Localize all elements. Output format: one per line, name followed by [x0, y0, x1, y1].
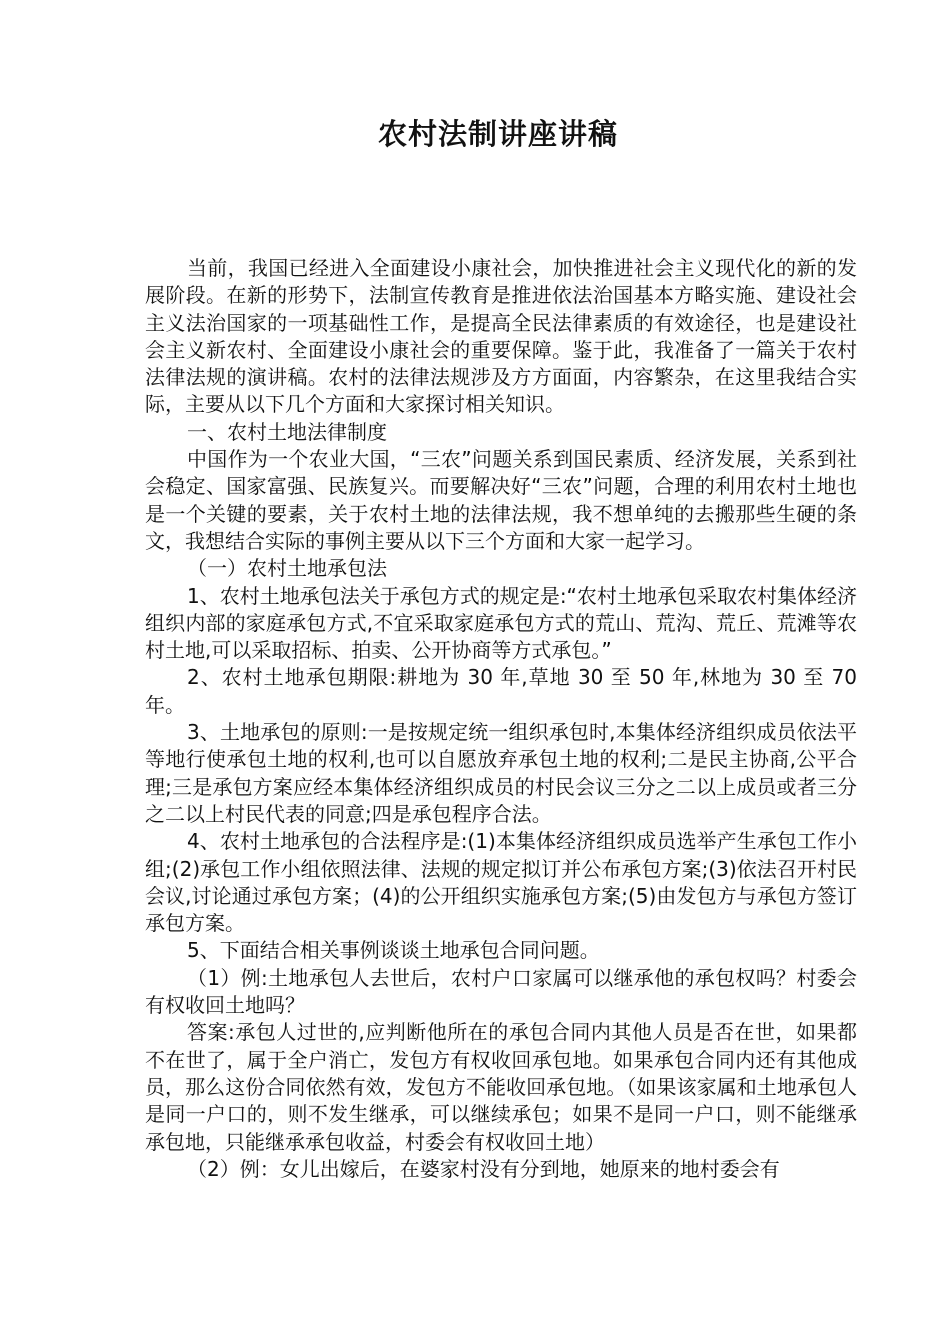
paragraph-example-2: （2）例：女儿出嫁后，在婆家村没有分到地，她原来的地村委会有 [187, 1156, 780, 1181]
paragraph-example-1: （1）例:土地承包人去世后，农村户口家属可以继承他的承包权吗？村委会有权收回土地吗？ [145, 965, 857, 1018]
paragraph-answer-1: 答案:承包人过世的,应判断他所在的承包合同内其他人员是否在世，如果都不在世了，属于全户消亡，发包方有权收回承包地。如果承包合同内还有其他成员，那么这份合同依然有效，发包方不能收回承包地。（如果该家属和土地承包人是同一户口的，则不发生继承，可以继续承包；如果不是同一户口，则不能继承承包地，只能继承承包收益，村委会有权收回土地） [145, 1020, 857, 1154]
paragraph-three-rural: 中国作为一个农业大国，“三农”问题关系到国民素质、经济发展，关系到社会稳定、国家富强、民族复兴。而要解决好“三农”问题，合理的利用农村土地也是一个关键的要素，关于农村土地的法律法规，我不想单纯的去搬那些生硬的条文，我想结合实际的事例主要从以下三个方面和大家一起学习。 [145, 447, 857, 553]
section-heading-land-law: 一、农村土地法律制度 [187, 419, 387, 444]
subsection-heading-contract-law: （一）农村土地承包法 [187, 556, 387, 581]
paragraph-item-3: 3、土地承包的原则:一是按规定统一组织承包时,本集体经济组织成员依法平等地行使承包土地的权利,也可以自愿放弃承包土地的权利;二是民主协商,公平合理;三是承包方案应经本集体经济组织成员的村民会议三分之二以上成员或者三分之二以上村民代表的同意;四是承包程序合法。 [145, 720, 857, 826]
paragraph-item-1: 1、农村土地承包法关于承包方式的规定是:“农村土地承包采取农村集体经济组织内部的家庭承包方式,不宜采取家庭承包方式的荒山、荒沟、荒丘、荒滩等农村土地,可以采取招标、拍卖、公开协商等方式承包。” [145, 583, 857, 663]
paragraph-item-4: 4、农村土地承包的合法程序是:(1)本集体经济组织成员选举产生承包工作小组;(2)承包工作小组依照法律、法规的规定拟订并公布承包方案;(3)依法召开村民会议,讨论通过承包方案；(4)的公开组织实施承包方案;(5)由发包方与承包方签订承包方案。 [145, 829, 857, 936]
paragraph-intro: 当前，我国已经进入全面建设小康社会，加快推进社会主义现代化的新的发展阶段。在新的形势下，法制宣传教育是推进依法治国基本方略实施、建设社会主义法治国家的一项基础性工作，是提高全民法律素质的有效途径，也是建设社会主义新农村、全面建设小康社会的重要保障。鉴于此，我准备了一篇关于农村法律法规的演讲稿。农村的法律法规涉及方方面面，内容繁杂，在这里我结合实际，主要从以下几个方面和大家探讨相关知识。 [145, 256, 857, 417]
paragraph-item-2: 2、农村土地承包期限:耕地为 30 年,草地 30 至 50 年,林地为 30 至 70 年。 [145, 665, 857, 717]
paragraph-item-5: 5、下面结合相关事例谈谈土地承包合同问题。 [187, 938, 600, 963]
document-title: 农村法制讲座讲稿 [377, 117, 618, 151]
document-body [145, 255, 857, 1183]
